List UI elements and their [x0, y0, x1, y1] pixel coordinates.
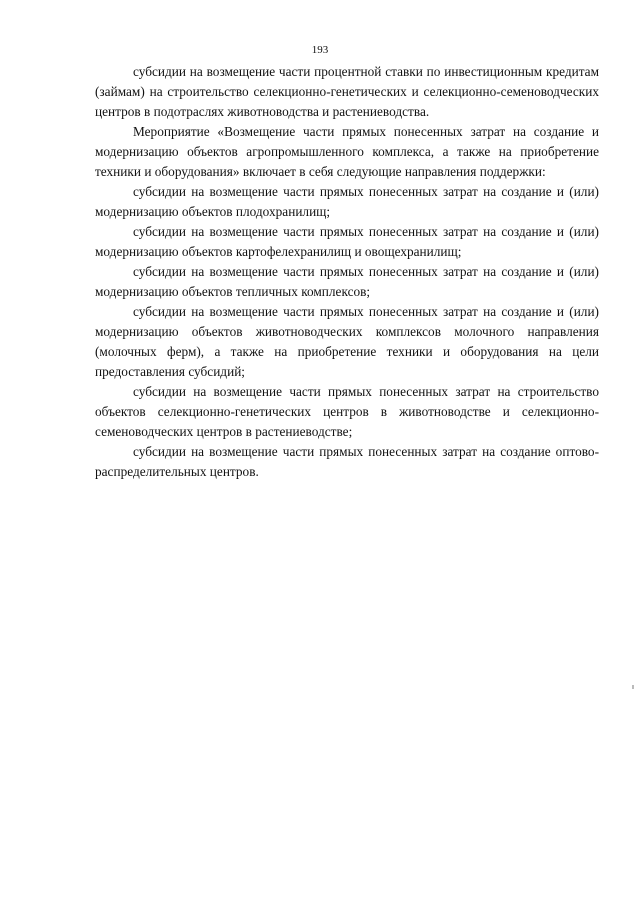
- scan-artifact: [632, 685, 634, 689]
- paragraph-dairy-farm-subsidy: субсидии на возмещение части прямых понесенных затрат на создание и (или) модернизацию объектов животноводческих комплексов молочного направления (молочных ферм), а также на приобретение техники и оборудования на цели предоставления субсидий;: [95, 304, 599, 379]
- paragraph-fruit-storage-subsidy: субсидии на возмещение части прямых понесенных затрат на создание и (или) модернизацию объектов плодохранилищ;: [95, 184, 599, 219]
- paragraph-breeding-centers-subsidy: субсидии на возмещение части прямых понесенных затрат на строительство объектов селекционно-генетических центров в животноводстве и селекционно-семеноводческих центров в растениеводстве;: [95, 384, 599, 439]
- paragraph-greenhouse-subsidy: субсидии на возмещение части прямых понесенных затрат на создание и (или) модернизацию объектов тепличных комплексов;: [95, 264, 599, 299]
- body-text: [95, 62, 599, 482]
- paragraph-wholesale-centers-subsidy: субсидии на возмещение части прямых понесенных затрат на создание оптово-распределительных центров.: [95, 444, 599, 479]
- paragraph-potato-vegetable-storage-subsidy: субсидии на возмещение части прямых понесенных затрат на создание и (или) модернизацию объектов картофелехранилищ и овощехранилищ;: [95, 224, 599, 259]
- paragraph-measure-description: Мероприятие «Возмещение части прямых понесенных затрат на создание и модернизацию объектов агропромышленного комплекса, а также на приобретение техники и оборудования» включает в себя следующие направления поддержки:: [95, 124, 599, 179]
- paragraph-interest-rate-subsidy: субсидии на возмещение части процентной ставки по инвестиционным кредитам (займам) на строительство селекционно-генетических и селекционно-семеноводческих центров в подотраслях животноводства и растениеводства.: [95, 64, 599, 119]
- page-number: 193: [311, 44, 329, 56]
